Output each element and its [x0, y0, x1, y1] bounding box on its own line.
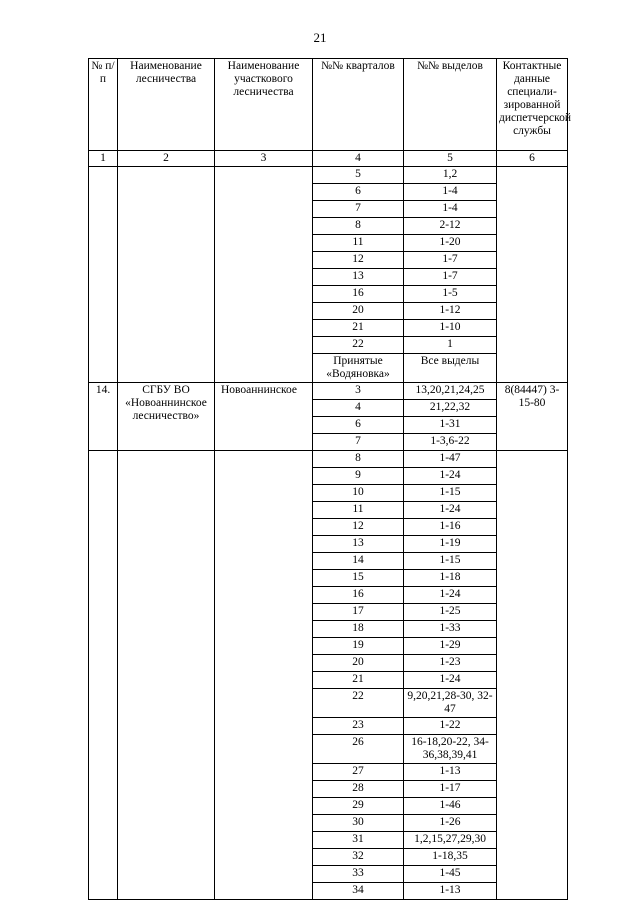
subdivision-cell: 9,20,21,28-30, 32-47	[404, 689, 497, 718]
subdivision-cell: 1-18,35	[404, 849, 497, 866]
district-cell: Новоаннинское	[215, 383, 313, 451]
quarter-cell: 26	[313, 735, 404, 764]
subdivision-cell: 1-26	[404, 815, 497, 832]
quarter-cell: 28	[313, 781, 404, 798]
subdivision-cell: 1-7	[404, 252, 497, 269]
subdivision-cell: 1-13	[404, 883, 497, 900]
subdivision-cell: 1-31	[404, 417, 497, 434]
subdivision-cell: 1-24	[404, 502, 497, 519]
quarter-cell: 20	[313, 303, 404, 320]
quarter-cell: 13	[313, 269, 404, 286]
quarter-cell: 23	[313, 718, 404, 735]
subdivision-cell: 13,20,21,24,25	[404, 383, 497, 400]
table-row	[89, 383, 568, 400]
contact-cell	[497, 451, 568, 900]
quarter-cell: 7	[313, 201, 404, 218]
header-cell: №№ выделов	[404, 59, 497, 151]
contact-cell	[497, 167, 568, 383]
subdivision-cell: 1-22	[404, 718, 497, 735]
subdivision-cell: 1-19	[404, 536, 497, 553]
column-number: 5	[404, 151, 497, 167]
district-cell	[215, 167, 313, 383]
subdivision-cell: 1-3,6-22	[404, 434, 497, 451]
number-cell: 14.	[89, 383, 118, 451]
quarter-cell: 7	[313, 434, 404, 451]
subdivision-cell: 1-46	[404, 798, 497, 815]
column-number: 4	[313, 151, 404, 167]
quarter-cell: 15	[313, 570, 404, 587]
quarter-cell: 6	[313, 417, 404, 434]
quarter-cell: 17	[313, 604, 404, 621]
quarter-cell: 14	[313, 553, 404, 570]
subdivision-cell: 1-15	[404, 485, 497, 502]
subdivision-cell: 1-24	[404, 587, 497, 604]
column-number: 2	[118, 151, 215, 167]
header-cell: № п/п	[89, 59, 118, 151]
quarter-cell: 11	[313, 235, 404, 252]
forestry-cell	[118, 167, 215, 383]
subdivision-cell: 1-24	[404, 672, 497, 689]
column-number: 3	[215, 151, 313, 167]
quarter-cell: 34	[313, 883, 404, 900]
header-cell: Контактные данные специали-зированной диспетчерской службы	[497, 59, 568, 151]
quarter-cell: 8	[313, 218, 404, 235]
subdivision-cell: 1-4	[404, 184, 497, 201]
forestry-table	[88, 58, 572, 900]
subdivision-cell: 1-18	[404, 570, 497, 587]
forestry-cell	[118, 451, 215, 900]
quarter-cell: 13	[313, 536, 404, 553]
quarter-cell: 21	[313, 672, 404, 689]
header-cell: Наименование лесничества	[118, 59, 215, 151]
subdivision-cell: 1-20	[404, 235, 497, 252]
subdivision-cell: 1-23	[404, 655, 497, 672]
number-cell	[89, 167, 118, 383]
header-cell: №№ кварталов	[313, 59, 404, 151]
subdivision-cell: 1-25	[404, 604, 497, 621]
header-cell: Наименование участкового лесничества	[215, 59, 313, 151]
quarter-cell: 10	[313, 485, 404, 502]
quarter-cell: 11	[313, 502, 404, 519]
quarter-cell: 22	[313, 689, 404, 718]
subdivision-cell: 1-4	[404, 201, 497, 218]
district-cell	[215, 451, 313, 900]
subdivision-cell: 1-33	[404, 621, 497, 638]
subdivision-cell: 1,2,15,27,29,30	[404, 832, 497, 849]
quarter-cell: 33	[313, 866, 404, 883]
subdivision-cell: 2-12	[404, 218, 497, 235]
quarter-cell: 20	[313, 655, 404, 672]
quarter-cell: 8	[313, 451, 404, 468]
quarter-cell: 22	[313, 337, 404, 354]
quarter-cell: 12	[313, 252, 404, 269]
subdivision-cell: 1-24	[404, 468, 497, 485]
quarter-cell: 31	[313, 832, 404, 849]
quarter-cell: 21	[313, 320, 404, 337]
subdivision-cell: 1,2	[404, 167, 497, 184]
subdivision-cell: 1-16	[404, 519, 497, 536]
subdivision-cell: 1-7	[404, 269, 497, 286]
page-number: 21	[313, 30, 327, 45]
quarter-cell: 32	[313, 849, 404, 866]
subdivision-cell: Все выделы	[404, 354, 497, 383]
quarter-cell: 18	[313, 621, 404, 638]
quarter-cell: 29	[313, 798, 404, 815]
quarter-cell: 27	[313, 764, 404, 781]
column-number: 1	[89, 151, 118, 167]
subdivision-cell: 1-17	[404, 781, 497, 798]
column-number: 6	[497, 151, 568, 167]
subdivision-cell: 1-10	[404, 320, 497, 337]
column-number-row	[89, 151, 568, 167]
subdivision-cell: 1-29	[404, 638, 497, 655]
quarter-cell: Принятые «Водяновка»	[313, 354, 404, 383]
subdivision-cell: 1-12	[404, 303, 497, 320]
table-row	[89, 451, 568, 468]
subdivision-cell: 1-5	[404, 286, 497, 303]
subdivision-cell: 1-47	[404, 451, 497, 468]
subdivision-cell: 16-18,20-22, 34-36,38,39,41	[404, 735, 497, 764]
quarter-cell: 3	[313, 383, 404, 400]
quarter-cell: 5	[313, 167, 404, 184]
quarter-cell: 16	[313, 286, 404, 303]
table-header-row	[89, 59, 568, 151]
subdivision-cell: 21,22,32	[404, 400, 497, 417]
quarter-cell: 12	[313, 519, 404, 536]
subdivision-cell: 1-15	[404, 553, 497, 570]
quarter-cell: 19	[313, 638, 404, 655]
subdivision-cell: 1-45	[404, 866, 497, 883]
quarter-cell: 4	[313, 400, 404, 417]
subdivision-cell: 1-13	[404, 764, 497, 781]
quarter-cell: 30	[313, 815, 404, 832]
table-row	[89, 167, 568, 184]
quarter-cell: 6	[313, 184, 404, 201]
quarter-cell: 16	[313, 587, 404, 604]
quarter-cell: 9	[313, 468, 404, 485]
forestry-cell: СГБУ ВО «Новоаннинское лесничество»	[118, 383, 215, 451]
contact-cell: 8(84447) 3-15-80	[497, 383, 568, 451]
number-cell	[89, 451, 118, 900]
subdivision-cell: 1	[404, 337, 497, 354]
